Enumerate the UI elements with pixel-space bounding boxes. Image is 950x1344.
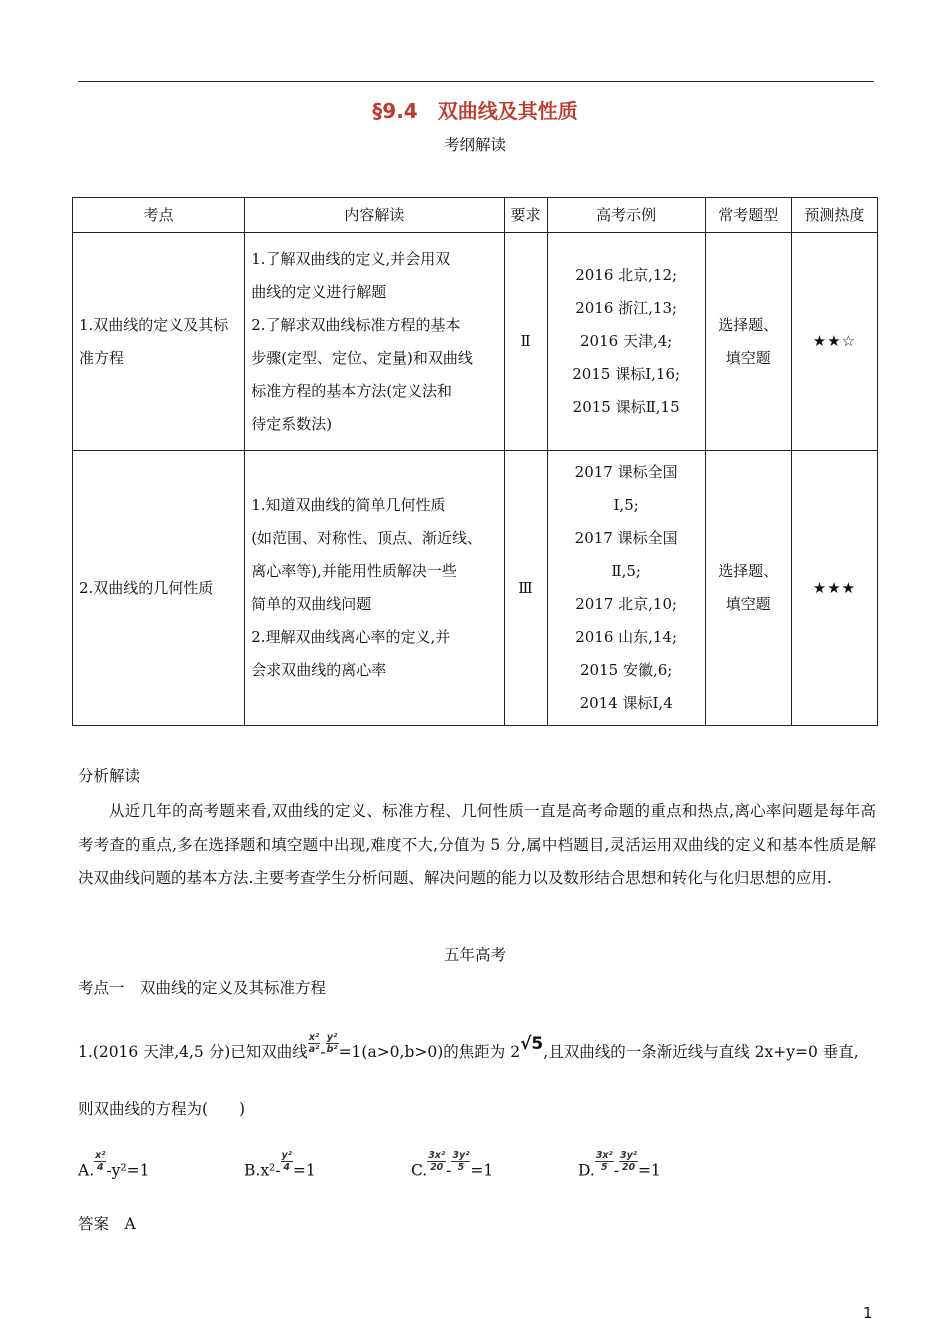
examples-cell	[547, 233, 705, 451]
content-line: (如范围、对称性、顶点、渐近线、	[251, 529, 483, 547]
option-label: D.	[578, 1161, 595, 1180]
fraction	[427, 1150, 446, 1173]
example-line: 2015 课标Ⅱ,15	[572, 398, 680, 416]
minus-sign: -	[613, 1161, 619, 1180]
content-line: 1.了解双曲线的定义,并会用双	[251, 249, 451, 268]
option-b[interactable]	[244, 1150, 316, 1183]
fraction	[281, 1150, 293, 1173]
table-row	[73, 451, 878, 726]
fraction-denominator: b²	[326, 1043, 338, 1055]
fraction-numerator: x²	[95, 1150, 106, 1161]
fraction-denominator: 5	[600, 1162, 608, 1173]
question-text: ,且双曲线的一条渐近线与直线 2x+y=0 垂直,	[543, 1043, 859, 1061]
types-cell	[705, 451, 791, 726]
option-a[interactable]	[78, 1150, 150, 1183]
example-line: 2016 北京,12;	[575, 266, 678, 284]
question-text: =1(a>0,b>0)的焦距为 2	[338, 1043, 521, 1061]
sqrt-expression: √5	[520, 1034, 544, 1054]
option-text: =1	[292, 1161, 316, 1180]
fraction-numerator: y²	[326, 1031, 338, 1043]
content-line: 离心率等),并能用性质解决一些	[251, 562, 457, 580]
example-line: Ⅰ,5;	[613, 496, 639, 514]
page-subtitle: 考纲解读	[443, 136, 506, 154]
types-cell	[705, 233, 791, 451]
level-cell: Ⅱ	[504, 233, 547, 451]
option-label: A.	[78, 1161, 95, 1180]
question-1-line2: 则双曲线的方程为( )	[78, 1100, 246, 1118]
col-header-level: 要求	[504, 198, 547, 233]
content-line: 1.知道双曲线的简单几何性质	[251, 496, 446, 514]
col-header-heat: 预测热度	[791, 198, 877, 233]
type-line: 填空题	[725, 595, 771, 613]
topic-cell: 2.双曲线的几何性质	[73, 451, 245, 726]
example-line: 2014 课标Ⅰ,4	[579, 694, 673, 712]
col-header-content: 内容解读	[245, 198, 504, 233]
topic-heading: 考点一 双曲线的定义及其标准方程	[78, 979, 327, 997]
analysis-label: 分析解读	[78, 767, 141, 785]
type-line: 选择题、	[718, 562, 779, 580]
fraction-denominator: 5	[457, 1162, 465, 1173]
heat-rating: ★★★	[791, 451, 877, 726]
content-line: 2.理解双曲线离心率的定义,并	[251, 628, 451, 646]
option-d[interactable]	[578, 1150, 661, 1183]
fraction	[595, 1150, 614, 1173]
type-line: 填空题	[725, 348, 771, 367]
content-line: 曲线的定义进行解题	[251, 282, 387, 301]
fraction	[619, 1150, 638, 1173]
fraction-denominator: 4	[96, 1162, 104, 1173]
fraction-numerator: 3y²	[619, 1150, 637, 1161]
content-cell	[245, 451, 504, 726]
option-label: B.x²-	[244, 1161, 281, 1180]
question-text: 1.(2016 天津,4,5 分)已知双曲线	[78, 1043, 308, 1061]
content-cell	[245, 233, 504, 451]
col-header-topic: 考点	[73, 198, 245, 233]
fraction-numerator: x²	[308, 1031, 320, 1043]
heat-rating: ★★☆	[791, 233, 877, 451]
example-line: 2016 浙江,13;	[575, 299, 678, 317]
fraction	[451, 1150, 470, 1173]
example-line: 2017 课标全国	[574, 463, 678, 481]
example-line: 2017 课标全国	[574, 529, 678, 547]
table-row	[73, 233, 878, 451]
fraction-numerator: y²	[281, 1150, 292, 1161]
section-heading: 五年高考	[443, 946, 506, 964]
fraction-numerator: 3x²	[428, 1150, 446, 1161]
content-line: 2.了解求双曲线标准方程的基本	[251, 315, 461, 334]
fraction-denominator: 4	[283, 1162, 290, 1173]
page-number: 1	[863, 1304, 873, 1322]
fraction-denominator: a²	[308, 1043, 320, 1055]
fraction	[308, 1032, 321, 1055]
content-line: 步骤(定型、定位、定量)和双曲线	[251, 348, 473, 367]
syllabus-table	[72, 197, 878, 726]
table-header-row	[73, 198, 878, 233]
minus-sign: -	[320, 1043, 326, 1061]
option-c[interactable]	[411, 1150, 494, 1183]
page-title: §9.4 双曲线及其性质	[372, 99, 578, 123]
content-line: 待定系数法)	[251, 414, 333, 433]
example-line: 2015 课标Ⅰ,16;	[572, 365, 681, 383]
topic-cell: 1.双曲线的定义及其标准方程	[73, 233, 245, 451]
level-cell: Ⅲ	[504, 451, 547, 726]
answer-text: 答案 A	[78, 1215, 136, 1233]
col-header-examples: 高考示例	[547, 198, 705, 233]
fraction-numerator: 3y²	[452, 1150, 470, 1161]
minus-sign: -	[446, 1161, 452, 1180]
option-label: C.	[411, 1161, 428, 1180]
example-line: Ⅱ,5;	[611, 562, 641, 580]
option-text: =1	[637, 1161, 661, 1180]
option-text: -y²=1	[106, 1161, 150, 1180]
example-line: 2015 安徽,6;	[580, 661, 673, 679]
example-line: 2016 天津,4;	[580, 332, 673, 350]
top-rule	[78, 81, 874, 82]
content-line: 简单的双曲线问题	[251, 595, 372, 613]
option-text: =1	[470, 1161, 494, 1180]
fraction	[94, 1150, 106, 1173]
fraction-numerator: 3x²	[595, 1150, 613, 1161]
col-header-types: 常考题型	[705, 198, 791, 233]
type-line: 选择题、	[718, 315, 779, 334]
fraction-denominator: 20	[621, 1162, 636, 1173]
fraction	[326, 1032, 339, 1055]
examples-cell	[547, 451, 705, 726]
example-line: 2016 山东,14;	[575, 628, 678, 646]
content-line: 会求双曲线的离心率	[251, 661, 387, 679]
analysis-paragraph: 从近几年的高考题来看,双曲线的定义、标准方程、几何性质一直是高考命题的重点和热点,离心率问题是每年高考考查的重点,多在选择题和填空题中出现,难度不大,分值为 5 分,属中档题目,灵活运用双曲线的定义和基本性质是解决双曲线问题的基本方法.主要考查学生分析问题、解决问题的能力以及数形结合思想和转化与化归思想的应用.	[78, 802, 876, 887]
fraction-denominator: 20	[430, 1162, 444, 1173]
question-1	[78, 1031, 878, 1065]
example-line: 2017 北京,10;	[575, 595, 678, 613]
content-line: 标准方程的基本方法(定义法和	[251, 381, 453, 400]
